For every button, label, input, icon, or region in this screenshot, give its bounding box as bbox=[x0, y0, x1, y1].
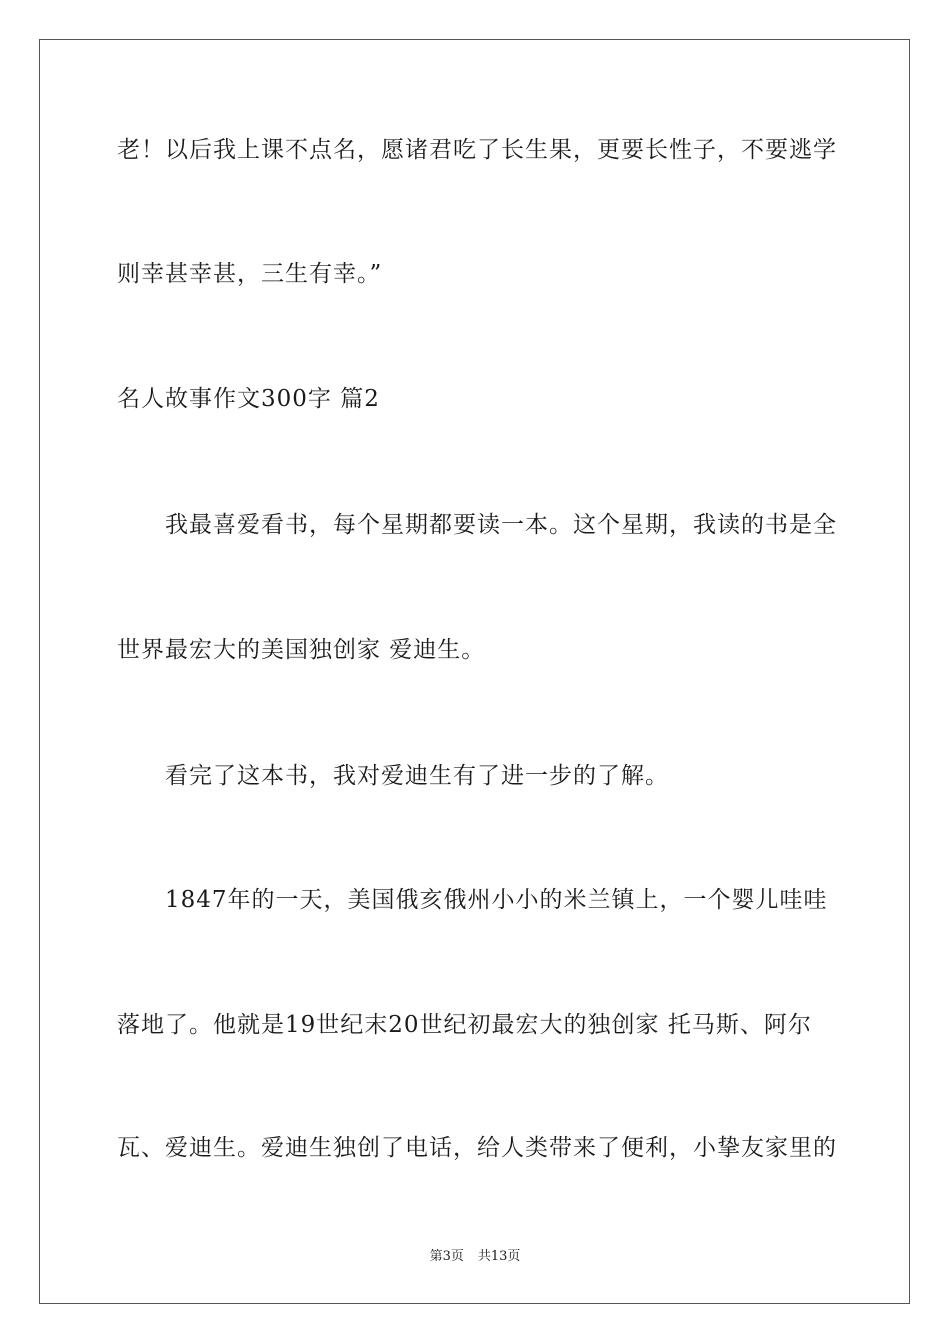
page-border bbox=[39, 39, 910, 1304]
body-text-line: 世界最宏大的美国独创家 爱迪生。 bbox=[117, 637, 486, 663]
page-total: 共13页 bbox=[477, 1249, 521, 1264]
section-heading: 名人故事作文300字 篇2 bbox=[117, 386, 380, 412]
paragraph-first-line: 看完了这本书，我对爱迪生有了进一步的了解。 bbox=[165, 763, 669, 789]
body-text-line: 老！以后我上课不点名，愿诸君吃了长生果，更要长性子，不要逃学 bbox=[117, 137, 837, 163]
body-text-line: 瓦、爱迪生。爱迪生独创了电话，给人类带来了便利，小挚友家里的 bbox=[117, 1135, 837, 1161]
body-text-line: 落地了。他就是19世纪末20世纪初最宏大的独创家 托马斯、阿尔 bbox=[117, 1012, 812, 1038]
paragraph-first-line: 1847年的一天，美国俄亥俄州小小的米兰镇上，一个婴儿哇哇 bbox=[165, 887, 828, 913]
page-footer bbox=[0, 1248, 950, 1266]
page-number: 第3页 bbox=[429, 1249, 464, 1264]
body-text-line: 则幸甚幸甚，三生有幸。” bbox=[117, 261, 383, 287]
paragraph-first-line: 我最喜爱看书，每个星期都要读一本。这个星期，我读的书是全 bbox=[165, 512, 837, 538]
